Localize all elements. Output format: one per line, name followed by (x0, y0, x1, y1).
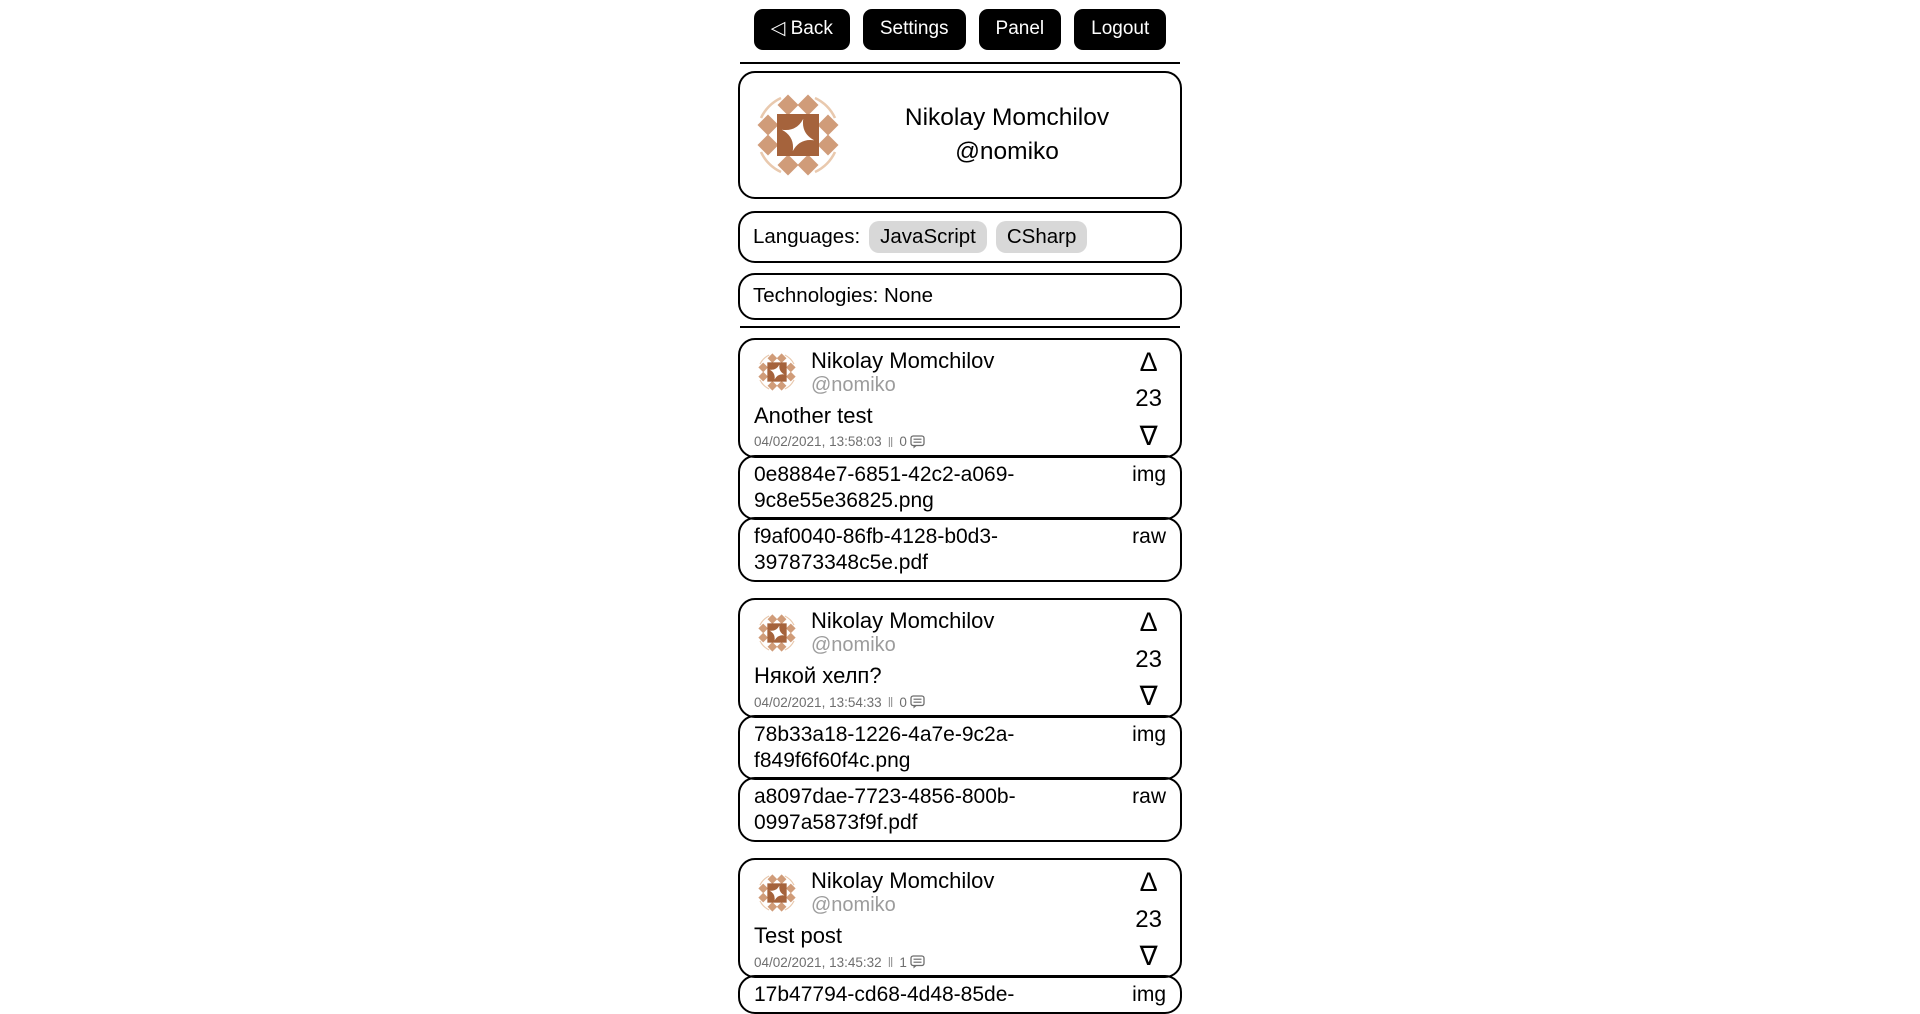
post-meta (754, 954, 994, 970)
language-badge-csharp: CSharp (996, 221, 1088, 253)
vote-count: 23 (1135, 905, 1162, 933)
attachment-filename: a8097dae-7723-4856-800b-0997a5873f9f.pdf (754, 785, 1016, 835)
attachment-row[interactable] (738, 455, 1182, 520)
languages-label: Languages: (753, 224, 861, 248)
post-main (754, 868, 994, 970)
vote-count: 23 (1135, 385, 1162, 413)
languages-card (738, 211, 1182, 263)
vote-column (1135, 348, 1170, 450)
settings-button[interactable]: Settings (863, 9, 966, 50)
post-timestamp: 04/02/2021, 13:54:33 (754, 694, 882, 710)
profile-names (848, 101, 1166, 169)
post-author-handle: @nomiko (811, 373, 896, 396)
attachment-row[interactable] (738, 777, 1182, 842)
post-header (754, 608, 994, 657)
comment-icon (910, 435, 925, 449)
profile-avatar (748, 85, 848, 185)
comment-count: 0 (899, 434, 907, 450)
logout-button[interactable]: Logout (1074, 9, 1166, 50)
post-group (738, 338, 1182, 582)
attachment-type: raw (1132, 524, 1166, 548)
technologies-card (738, 273, 1182, 320)
post-meta (754, 694, 994, 710)
downvote-button[interactable]: ∇ (1139, 681, 1158, 712)
upvote-button[interactable]: Δ (1139, 867, 1158, 898)
profile-card (738, 71, 1182, 199)
meta-separator: ‖ (887, 954, 894, 971)
post-group (738, 858, 1182, 1014)
top-divider (740, 62, 1180, 64)
upvote-button[interactable]: Δ (1139, 346, 1158, 377)
post-card[interactable] (738, 858, 1182, 978)
comment-count: 0 (899, 694, 907, 710)
top-nav (738, 9, 1182, 50)
post-main (754, 348, 994, 450)
comment-count: 1 (899, 954, 907, 970)
panel-button[interactable]: Panel (979, 9, 1062, 50)
technologies-label: Technologies: None (753, 284, 934, 308)
post-timestamp: 04/02/2021, 13:58:03 (754, 434, 882, 450)
post-author: Nikolay Momchilov (811, 608, 995, 634)
post-author-handle: @nomiko (811, 634, 896, 657)
attachment-type: img (1132, 983, 1166, 1007)
attachment-filename: f9af0040-86fb-4128-b0d3-397873348c5e.pdf (754, 524, 999, 574)
post-header (754, 348, 994, 397)
meta-separator: ‖ (887, 433, 894, 450)
post-avatar (754, 349, 800, 395)
upvote-button[interactable]: Δ (1139, 607, 1158, 638)
posts-divider (740, 326, 1180, 328)
post-header (754, 868, 994, 917)
post-group (738, 598, 1182, 842)
attachment-filename: 78b33a18-1226-4a7e-9c2a-f849f6f60f4c.png (754, 723, 1015, 773)
language-badge-javascript: JavaScript (869, 221, 987, 253)
comment-count-wrap (899, 955, 925, 970)
attachment-row[interactable] (738, 975, 1182, 1014)
downvote-button[interactable]: ∇ (1139, 420, 1158, 451)
vote-column (1135, 608, 1170, 710)
comment-count-wrap (899, 434, 925, 449)
profile-name: Nikolay Momchilov (904, 104, 1110, 132)
profile-handle: @nomiko (955, 137, 1059, 165)
post-author-handle: @nomiko (811, 894, 896, 917)
post-title: Test post (754, 923, 843, 949)
post-author: Nikolay Momchilov (811, 347, 995, 373)
attachment-type: img (1132, 462, 1166, 486)
comment-icon (910, 955, 925, 969)
post-avatar (754, 870, 800, 916)
downvote-button[interactable]: ∇ (1139, 941, 1158, 972)
back-button[interactable]: ◁ Back (754, 9, 850, 50)
post-meta (754, 434, 994, 450)
attachment-type: img (1132, 723, 1166, 747)
attachment-type: raw (1132, 785, 1166, 809)
post-author: Nikolay Momchilov (811, 868, 995, 894)
attachment-filename: 0e8884e7-6851-42c2-a069-9c8e55e36825.png (754, 462, 1015, 512)
attachment-row[interactable] (738, 517, 1182, 582)
post-card[interactable] (738, 338, 1182, 458)
vote-column (1135, 868, 1170, 970)
meta-separator: ‖ (887, 694, 894, 711)
comment-icon (910, 695, 925, 709)
post-main (754, 608, 994, 710)
post-card[interactable] (738, 598, 1182, 718)
vote-count: 23 (1135, 645, 1162, 673)
comment-count-wrap (899, 695, 925, 710)
post-avatar (754, 610, 800, 656)
profile-page (738, 0, 1182, 1014)
post-timestamp: 04/02/2021, 13:45:32 (754, 954, 882, 970)
attachment-filename: 17b47794-cd68-4d48-85de- (754, 983, 1015, 1007)
attachment-row[interactable] (738, 715, 1182, 780)
post-title: Някой хелп? (754, 663, 882, 689)
post-title: Another test (754, 402, 873, 428)
